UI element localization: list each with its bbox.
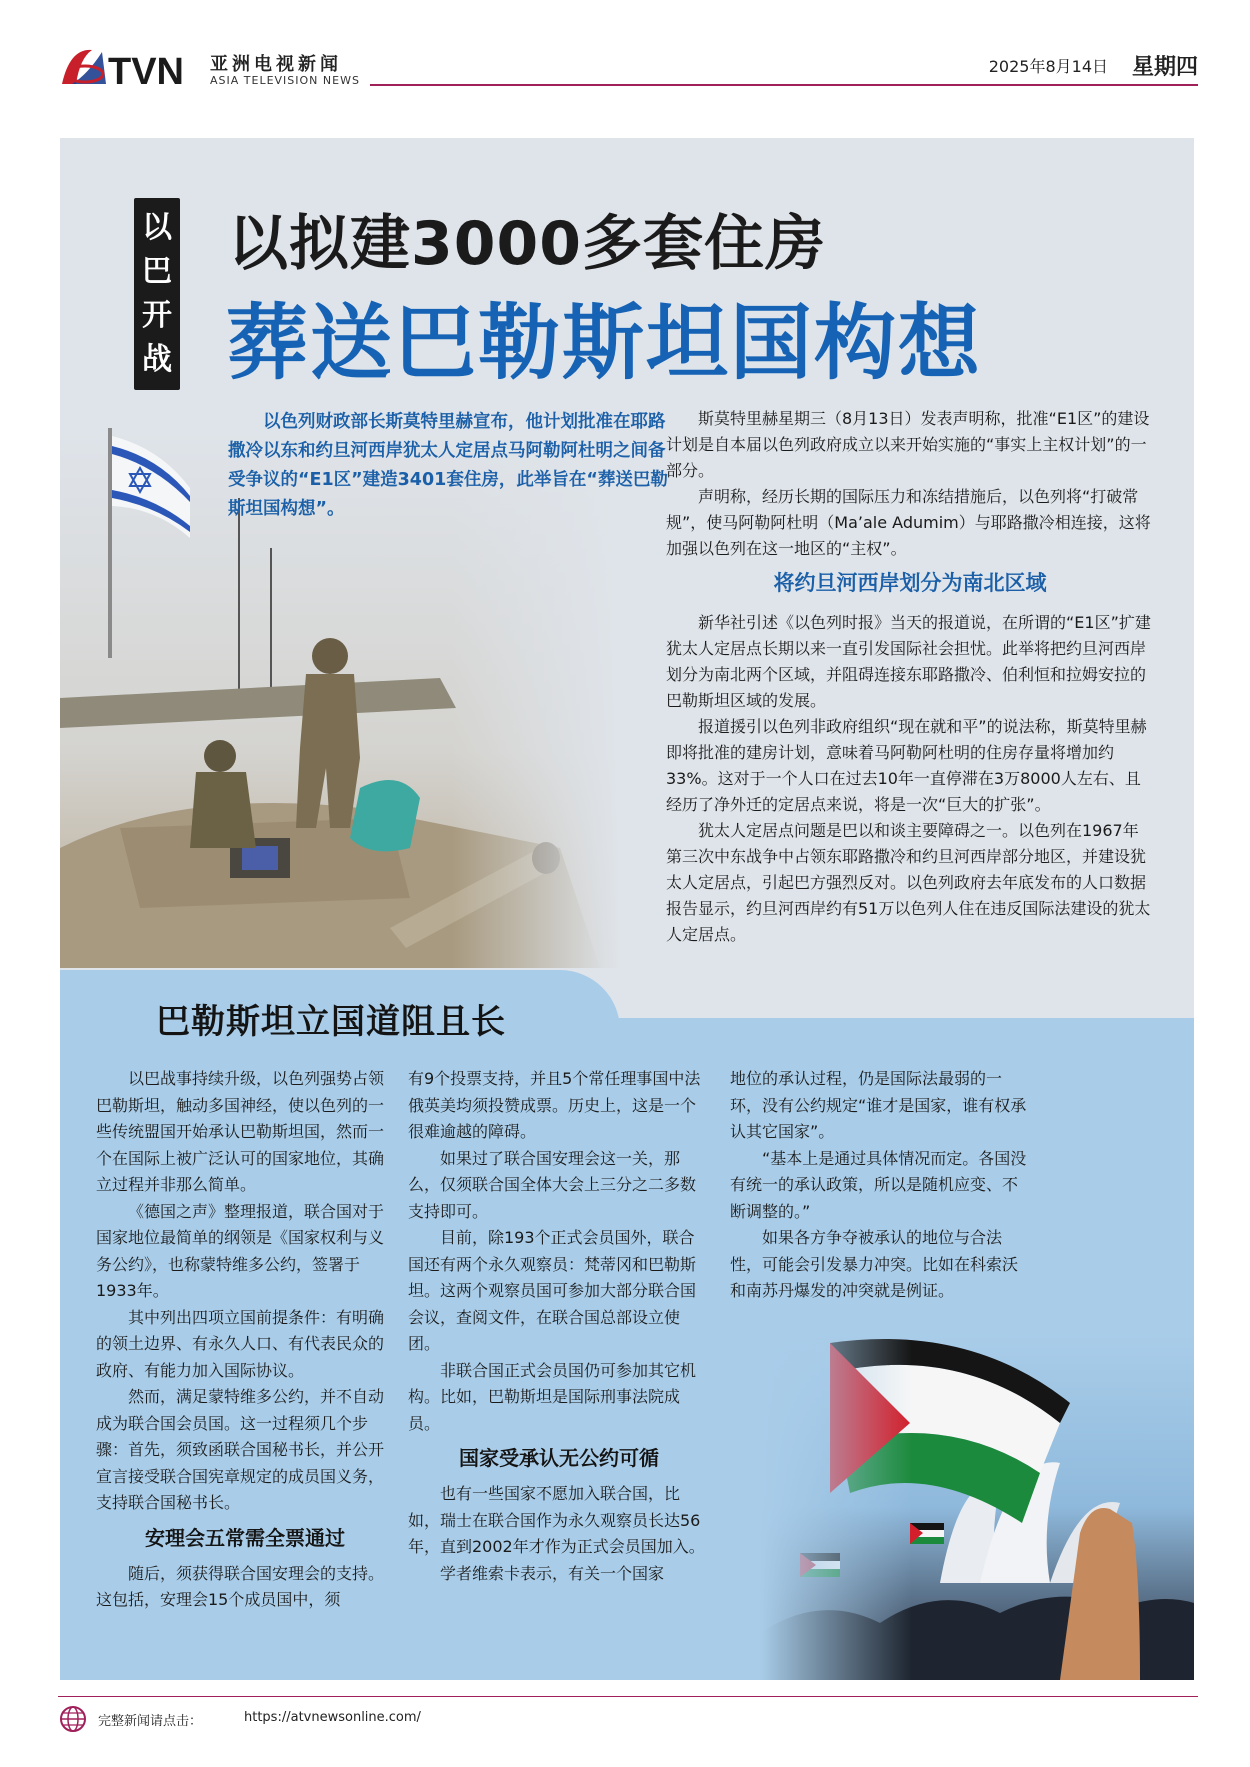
paragraph: 《德国之声》整理报道，联合国对于国家地位最简单的纲领是《国家权利与义务公约》，也称蒙特维多公约，签署于1933年。 [96,1201,385,1300]
lower-column-2 [408,1066,710,1587]
paragraph: 新华社引述《以色列时报》当天的报道说，在所谓的“E1区”扩建犹太人定居点长期以来一直引发国际社会担忧。此举将把约旦河西岸划分为南北两个区域，并阻碍连接东耶路撒冷、伯利恒和拉姆安拉的巴勒斯坦区域的发展。 [666,613,1151,710]
paragraph: 犹太人定居点问题是巴以和谈主要障碍之一。以色列在1967年第三次中东战争中占领东耶路撒冷和约旦河西岸部分地区，并建设犹太人定居点，引起巴方强烈反对。以色列政府去年底发布的人口数据报告显示，约旦河西岸约有51万以色列人住在违反国际法建设的犹太人定居点。 [666,821,1151,944]
lower-column-3 [730,1066,1028,1305]
category-tag [134,198,180,390]
brand-name-en: ASIA TELEVISION NEWS [210,74,360,87]
paragraph: 学者维索卡表示，有关一个国家 [440,1563,665,1583]
paragraph: 然而，满足蒙特维多公约，并不自动成为联合国会员国。这一过程须几个步骤：首先，须致函联合国秘书长，并公开宣言接受联合国宪章规定的成员国义务，支持联合国秘书长。 [96,1387,385,1512]
paragraph: 其中列出四项立国前提条件：有明确的领土边界、有永久人口、有代表民众的政府、有能力加入国际协议。 [96,1307,385,1380]
paragraph: 随后，须获得联合国安理会的支持。这包括，安理会15个成员国中，须 [96,1563,385,1609]
section-heading: 巴勒斯坦立国道阻且长 [156,1002,506,1042]
headline-line2: 葬送巴勒斯坦国构想 [226,296,983,391]
headline-line1: 以拟建3000多套住房 [228,209,826,279]
footer-link[interactable]: https://atvnewsonline.com/ [244,1710,421,1725]
paragraph: 报道援引以色列非政府组织“现在就和平”的说法称，斯莫特里赫即将批准的建房计划，意味着马阿勒阿杜明的住房存量将增加约33%。这对于一个人口在过去10年一直停滞在3万8000人左右、且经历了净外迁的定居点来说，将是一次“巨大的扩张”。 [666,717,1147,814]
paragraph: 声明称，经历长期的国际压力和冻结措施后，以色列将“打破常规”，使马阿勒阿杜明（Ma’ale Adumim）与耶路撒冷相连接，这将加强以色列在这一地区的“主权”。 [666,487,1151,558]
paragraph: 目前，除193个正式会员国外，联合国还有两个永久观察员：梵蒂冈和巴勒斯坦。这两个观察员国可参加大部分联合国会议，查阅文件，在联合国总部设立使团。 [408,1228,697,1353]
footer-rule [58,1696,1198,1697]
header-rule [370,84,1198,86]
issue-date: 2025年8月14日 [988,57,1108,76]
right-column [666,406,1154,948]
brand-name-cn: 亚洲电视新闻 [210,54,342,75]
issue-weekday: 星期四 [1131,55,1198,80]
paragraph: 也有一些国家不愿加入联合国，比如，瑞士在联合国作为永久观察员长达56年，直到2002年才作为正式会员国加入。 [408,1484,705,1556]
subheading: 安理会五常需全票通过 [145,1525,345,1550]
paragraph: 地位的承认过程，仍是国际法最弱的一环，没有公约规定“谁才是国家，谁有权承认其它国家”。 [730,1069,1027,1141]
category-tag-char: 战 [142,342,172,377]
paragraph: 斯莫特里赫星期三（8月13日）发表声明称，批准“E1区”的建设计划是自本届以色列政府成立以来开始实施的“事实上主权计划”的一部分。 [666,409,1150,480]
category-tag-char: 开 [142,298,172,333]
footer [58,1696,1198,1732]
masthead [58,44,1198,94]
category-tag-char: 以 [142,210,172,245]
category-tag-char: 巴 [142,254,172,289]
paragraph: 有9个投票支持，并且5个常任理事国中法俄英美均须投赞成票。历史上，这是一个很难逾越的障碍。 [408,1069,701,1141]
globe-icon [58,1704,88,1734]
paragraph: 如果过了联合国安理会这一关，那么，仅须联合国全体大会上三分之二多数支持即可。 [408,1148,697,1221]
svg-text:TVN: TVN [108,51,184,90]
lower-column-1 [96,1066,394,1614]
subheading: 国家受承认无公约可循 [459,1446,659,1470]
atvn-logo [58,44,198,90]
footer-label: 完整新闻请点击： [98,1714,203,1729]
article-panel [60,138,1194,1680]
palestinian-flags-photo [760,1333,1194,1680]
paragraph: 非联合国正式会员国仍可参加其它机构。比如，巴勒斯坦是国际刑事法院成员。 [408,1360,697,1433]
paragraph: “基本上是通过具体情况而定。各国没有统一的承认政策，所以是随机应变、不断调整的。” [730,1148,1027,1221]
paragraph: 以巴战事持续升级，以色列强势占领巴勒斯坦，触动多国神经，使以色列的一些传统盟国开始承认巴勒斯坦国，然而一个在国际上被广泛认可的国家地位，其确立过程并非那么简单。 [96,1069,385,1194]
lead-paragraph: 以色列财政部长斯莫特里赫宣布，他计划批准在耶路撒冷以东和约旦河西岸犹太人定居点马阿勒阿杜明之间备受争议的“E1区”建造3401套住房，此举旨在“葬送巴勒斯坦国构想”。 [228,412,668,519]
subheading: 将约旦河西岸划分为南北区域 [773,571,1047,595]
paragraph: 如果各方争夺被承认的地位与合法性，可能会引发暴力冲突。比如在科索沃和南苏丹爆发的冲突就是例证。 [730,1228,1019,1300]
